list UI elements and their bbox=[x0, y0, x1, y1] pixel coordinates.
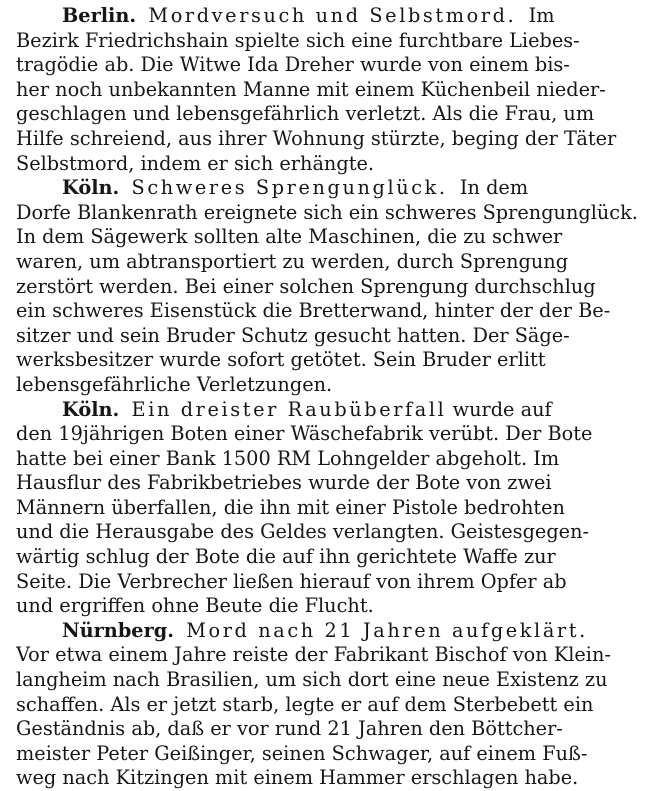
article-text-line: zerstört werden. Bei einer solchen Sprengung durchschlug bbox=[16, 274, 596, 298]
article-headline: Ein dreister Raubüberfall bbox=[131, 397, 447, 421]
article-text-line: sitzer und sein Bruder Schutz gesucht hatten. Der Säge- bbox=[16, 323, 570, 347]
article-text-line: werksbesitzer wurde sofort getötet. Sein Bruder erlitt bbox=[16, 348, 546, 372]
article-text-line: langheim nach Brasilien, um sich dort eine neue Existenz zu bbox=[16, 668, 608, 692]
article-koeln-raubueberfall bbox=[16, 398, 650, 619]
article-text-line: wärtig schlug der Bote die auf ihn gerichtete Waffe zur bbox=[16, 545, 556, 569]
article-text-line: Vor etwa einem Jahre reiste der Fabrikant Bischof von Klein- bbox=[16, 643, 611, 667]
article-text-line: weg nach Kitzingen mit einem Hammer erschlagen habe. bbox=[16, 766, 579, 790]
article-text-line: lebensgefährliche Verletzungen. bbox=[16, 372, 333, 396]
article-text-line: In dem bbox=[459, 176, 529, 200]
article-headline: Mordversuch und Selbstmord. bbox=[148, 4, 517, 27]
article-text-line: hatte bei einer Bank 1500 RM Lohngelder abgeholt. Im bbox=[16, 446, 560, 470]
article-text-line: ein schweres Eisenstück die Bretterwand, hinter der der Be- bbox=[16, 299, 611, 323]
article-text-line: und die Herausgabe des Geldes verlangten. Geistesgegen- bbox=[16, 520, 590, 544]
article-text-line: Dorfe Blankenrath ereignete sich ein schweres Sprengunglück. bbox=[16, 200, 638, 224]
article-first-line bbox=[16, 176, 650, 201]
article-text-line: Seite. Die Verbrecher ließen hierauf von ihrem Opfer ab bbox=[16, 569, 567, 593]
article-text-line: geschlagen und lebensgefährlich verletzt. Als die Frau, um bbox=[16, 102, 595, 126]
article-text-line: Männern überfallen, die ihn mit einer Pistole bedrohten bbox=[16, 495, 565, 519]
article-text-line: tragödie ab. Die Witwe Ida Dreher wurde von einem bis- bbox=[16, 53, 570, 77]
article-text-line: Geständnis ab, daß er vor rund 21 Jahren den Böttcher- bbox=[16, 717, 563, 741]
article-text-line: den 19jährigen Boten einer Wäschefabrik verübt. Der Bote bbox=[16, 422, 593, 446]
article-text-line: wurde auf bbox=[452, 397, 552, 421]
article-first-line bbox=[16, 4, 650, 29]
article-nuernberg bbox=[16, 619, 650, 791]
article-koeln-sprengunglueck bbox=[16, 176, 650, 397]
article-text-line: her noch unbekannten Manne mit einem Küchenbeil nieder- bbox=[16, 77, 606, 101]
article-place: Berlin. bbox=[62, 4, 137, 27]
article-place: Köln. bbox=[62, 176, 120, 200]
article-place: Köln. bbox=[62, 397, 120, 421]
article-text-line: meister Peter Geißinger, seinen Schwager, auf einem Fuß- bbox=[16, 741, 588, 765]
article-text-line: schaffen. Als er jetzt starb, legte er auf dem Sterbebett ein bbox=[16, 692, 594, 716]
article-berlin bbox=[16, 4, 650, 176]
article-headline: Schweres Sprengunglück. bbox=[131, 176, 448, 200]
article-first-line bbox=[16, 619, 650, 644]
article-text-line: Selbstmord, indem er sich erhängte. bbox=[16, 151, 374, 175]
article-text-line: Hausflur des Fabrikbetriebes wurde der Bote von zwei bbox=[16, 471, 552, 495]
article-text-line: Im bbox=[528, 4, 555, 27]
article-text-line: Hilfe schreiend, aus ihrer Wohnung stürzte, beging der Täter bbox=[16, 126, 617, 150]
article-text-line: waren, um abtransportiert zu werden, durch Sprengung bbox=[16, 249, 569, 273]
article-text-line: In dem Sägewerk sollten alte Maschinen, die zu schwer bbox=[16, 225, 563, 249]
article-headline: Mord nach 21 Jahren aufgeklärt. bbox=[186, 618, 588, 642]
article-text-line: Bezirk Friedrichshain spielte sich eine furchtbare Liebes- bbox=[16, 28, 580, 52]
article-text-line: und ergriffen ohne Beute die Flucht. bbox=[16, 594, 374, 618]
article-first-line bbox=[16, 398, 650, 423]
article-place: Nürnberg. bbox=[62, 618, 174, 642]
